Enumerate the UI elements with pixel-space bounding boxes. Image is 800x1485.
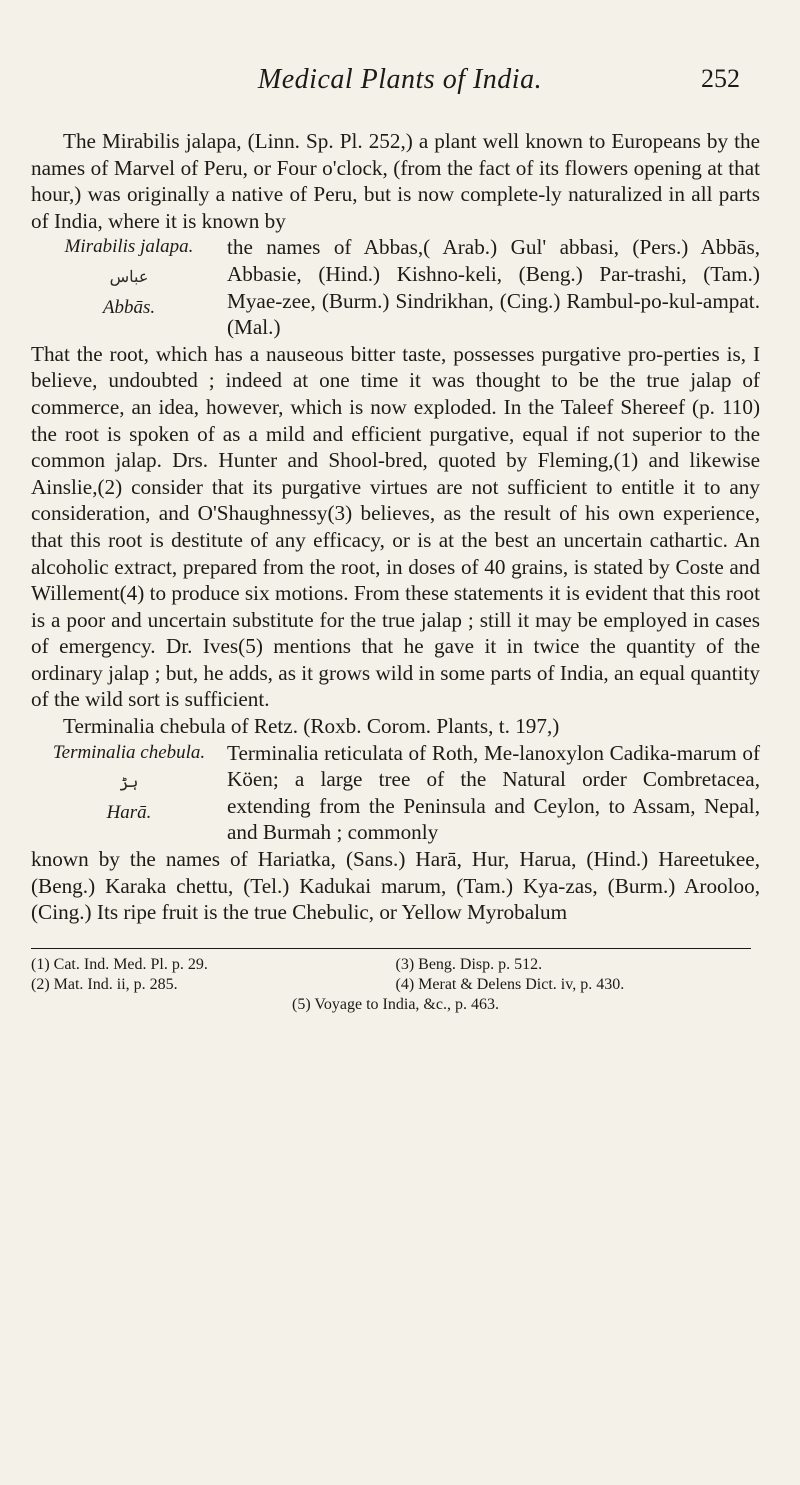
footnote-4: (4) Merat & Delens Dict. iv, p. 430. (395, 975, 625, 993)
margin-note-mirabilis (31, 234, 227, 321)
margin-vernacular-name: Abbās. (102, 296, 156, 318)
mirabilis-properties: That the root, which has a nauseous bitter taste, possesses purgative pro-perties is, I believe, undoubted ; indeed at one time it was thought to be the true jalap of commerce, an idea, however, which is now exploded. In the Taleef Shereef (p. 110) the root is spoken of as a mild and efficient purgative, equal if not superior to the common jalap. Drs. Hunter and Shool-bred, quoted by Fleming,(1) and likewise Ainslie,(2) consider that its purgative virtues are not sufficient to entitle it to any consideration, and O'Shaughnessy(3) believes, as the result of his own experience, that this root is destitute of any efficacy, or is at the best an uncertain cathartic. An alcoholic extract, prepared from the root, in doses of 40 grains, is stated by Coste and Willement(4) to produce six motions. From these statements it is evident that this root is a poor and uncertain substitute for the true jalap ; still it may be employed in cases of emergency. Dr. Ives(5) mentions that he gave it in twice the quantity of the ordinary jalap ; but, he adds, as it grows wild in some parts of India, an equal quantity of the wild sort is sufficient. (31, 341, 760, 712)
margin-vernacular-name: Harā. (106, 802, 152, 824)
footnote-2: (2) Mat. Ind. ii, p. 285. (31, 975, 178, 993)
margin-latin-name: Terminalia chebula. (52, 741, 206, 763)
footnotes (31, 948, 760, 1015)
page-header (0, 64, 800, 104)
footnote-3: (3) Beng. Disp. p. 512. (395, 955, 543, 973)
terminalia-names-block (31, 740, 760, 846)
page-number: 252 (701, 64, 740, 93)
margin-note-terminalia (31, 740, 227, 827)
terminalia-description: Terminalia reticulata of Roth, Me-lanoxylon Cadika-marum of Köen; a large tree of the Natural order Combretacea, extending from the Peninsula and Ceylon, to Assam, Nepal, and Burmah ; commonly (227, 740, 760, 845)
footnote-rule (31, 948, 751, 949)
terminalia-intro: Terminalia chebula of Retz. (Roxb. Corom. Plants, t. 197,) (63, 714, 560, 739)
margin-latin-name: Mirabilis jalapa. (64, 236, 194, 258)
margin-arabic-script: ہڑ (119, 774, 139, 792)
mirabilis-names-block (31, 234, 760, 340)
mirabilis-intro: The Mirabilis jalapa, (Linn. Sp. Pl. 252,) a plant well known to Europeans by the names of Marvel of Peru, or Four o'clock, (from the fact of its flowers opening at that hour,) was originally a native of Peru, but is now complete-ly naturalized in all parts of India, where it is known by (31, 129, 760, 233)
terminalia-names: known by the names of Hariatka, (Sans.) Harā, Hur, Harua, (Hind.) Hareetukee, (Beng.) Karaka chettu, (Tel.) Kadukai marum, (Tam.) Kya-zas, (Burm.) Arooloo, (Cing.) Its ripe fruit is the true Chebulic, or Yellow Myrobalum (31, 847, 760, 925)
footnote-row (31, 975, 760, 995)
mirabilis-vernacular-names: the names of Abbas,( Arab.) Gul' abbasi, (Pers.) Abbās, Abbasie, (Hind.) Kishno-keli, (Beng.) Par-trashi, (Tam.) Myae-zee, (Burm.) Sindrikhan, (Cing.) Rambul-po-kul-ampat. (Mal.) (227, 235, 760, 340)
running-title: Medical Plants of India. (257, 64, 543, 95)
page-body (31, 128, 760, 1015)
footnote-row (31, 955, 760, 975)
footnote-5: (5) Voyage to India, &c., p. 463. (292, 995, 499, 1013)
margin-arabic-script: عباس (109, 268, 149, 286)
footnote-1: (1) Cat. Ind. Med. Pl. p. 29. (31, 955, 208, 973)
